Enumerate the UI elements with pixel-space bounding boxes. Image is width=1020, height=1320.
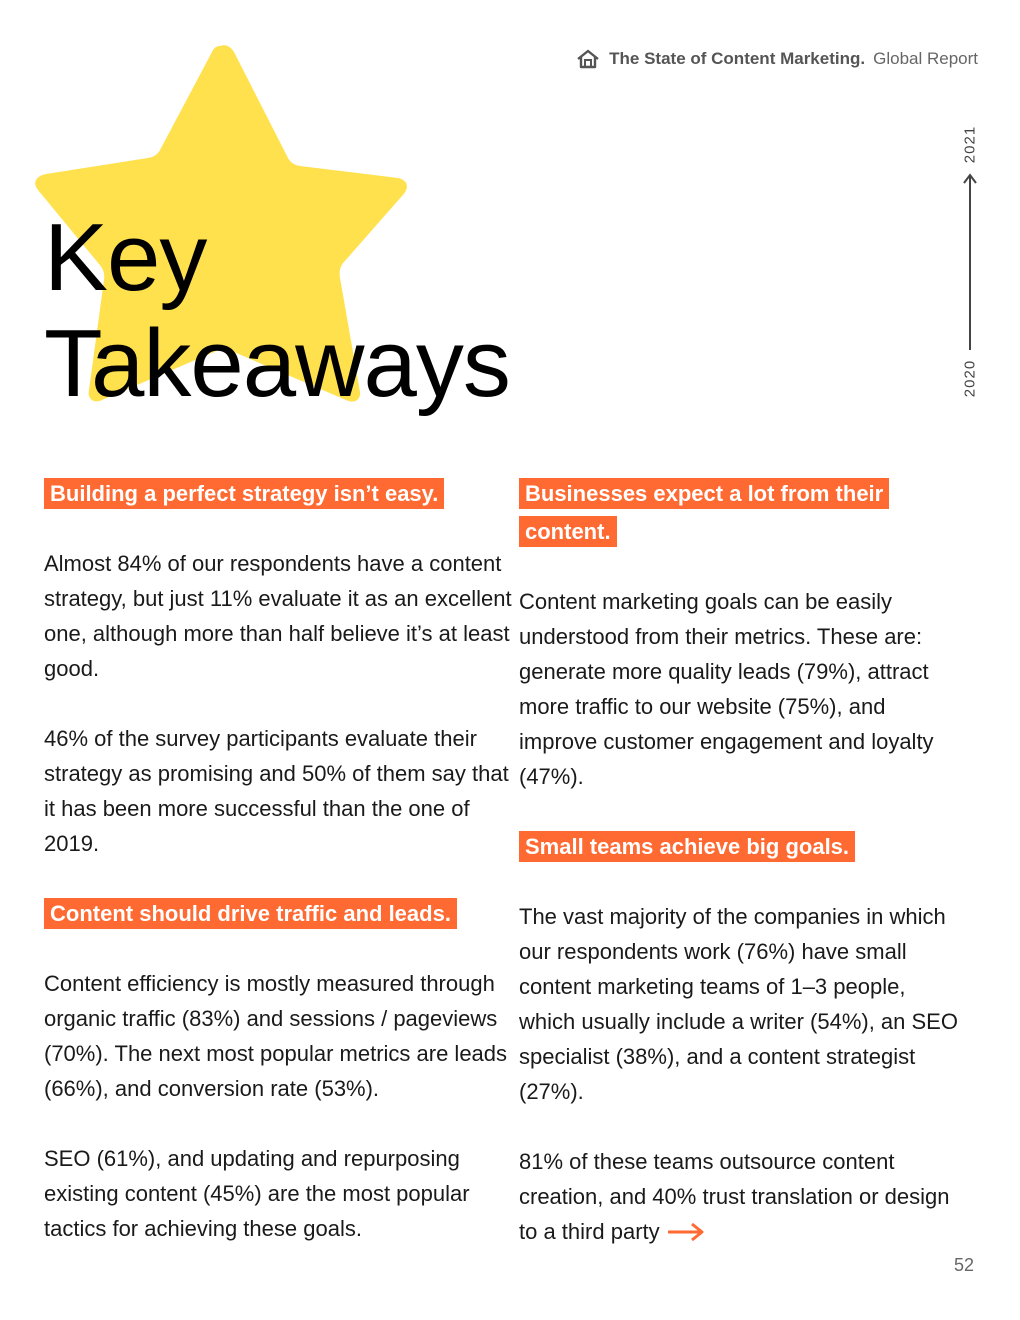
section-expectations: [519, 476, 959, 552]
teams-paragraph-2: [519, 1144, 959, 1249]
strategy-paragraph-2: 46% of the survey participants evaluate their strategy as promising and 50% of them say that it has been more successful than the one of 2019.: [44, 726, 509, 856]
report-header: [575, 48, 978, 70]
page-title-line-1: Key: [44, 204, 207, 311]
page-title-line-2: Takeaways: [44, 310, 510, 417]
right-column: [519, 476, 959, 1284]
strategy-paragraph-1: Almost 84% of our respondents have a content strategy, but just 11% evaluate it as an excellent one, although more than half believe it’s at least good.: [44, 551, 512, 681]
arrow-right-icon[interactable]: [666, 1221, 706, 1243]
teams-paragraph-1: The vast majority of the companies in which our respondents work (76%) have small content marketing teams of 1–3 people, which usually include a writer (54%), an SEO specialist (38%), and a content strategist (27%).: [519, 904, 958, 1104]
section-heading-traffic: Content should drive traffic and leads.: [44, 898, 457, 929]
timeline-start-year: 2020: [961, 359, 979, 398]
section-traffic: [44, 896, 514, 934]
page-number: 52: [953, 1255, 974, 1275]
section-heading-expectations: Businesses expect a lot from their content.: [519, 478, 889, 547]
expectations-paragraph-1: Content marketing goals can be easily understood from their metrics. These are: generate more quality leads (79%), attract more traffic to our website (75%), and improve customer engagement and loyalty (47%).: [519, 589, 934, 789]
traffic-paragraph-1: Content efficiency is mostly measured through organic traffic (83%) and sessions / pageviews (70%). The next most popular metrics are leads (66%), and conversion rate (53%).: [44, 971, 508, 1101]
year-timeline: [955, 120, 985, 410]
report-title: The State of Content Marketing.: [609, 49, 866, 68]
section-teams: [519, 829, 959, 867]
left-column: [44, 476, 514, 1281]
section-heading-teams: Small teams achieve big goals.: [519, 831, 855, 862]
home-icon: [575, 48, 601, 70]
timeline-end-year: 2021: [961, 125, 979, 164]
teams-paragraph-2-text: 81% of these teams outsource content creation, and 40% trust translation or design to a third party: [519, 1149, 950, 1244]
section-heading-strategy: Building a perfect strategy isn’t easy.: [44, 478, 444, 509]
section-strategy: [44, 476, 514, 514]
page-title: [44, 205, 510, 417]
timeline-arrow-icon: [961, 172, 979, 352]
report-subtitle: Global Report: [873, 49, 978, 68]
traffic-paragraph-2: SEO (61%), and updating and repurposing existing content (45%) are the most popular tactics for achieving these goals.: [44, 1146, 470, 1241]
